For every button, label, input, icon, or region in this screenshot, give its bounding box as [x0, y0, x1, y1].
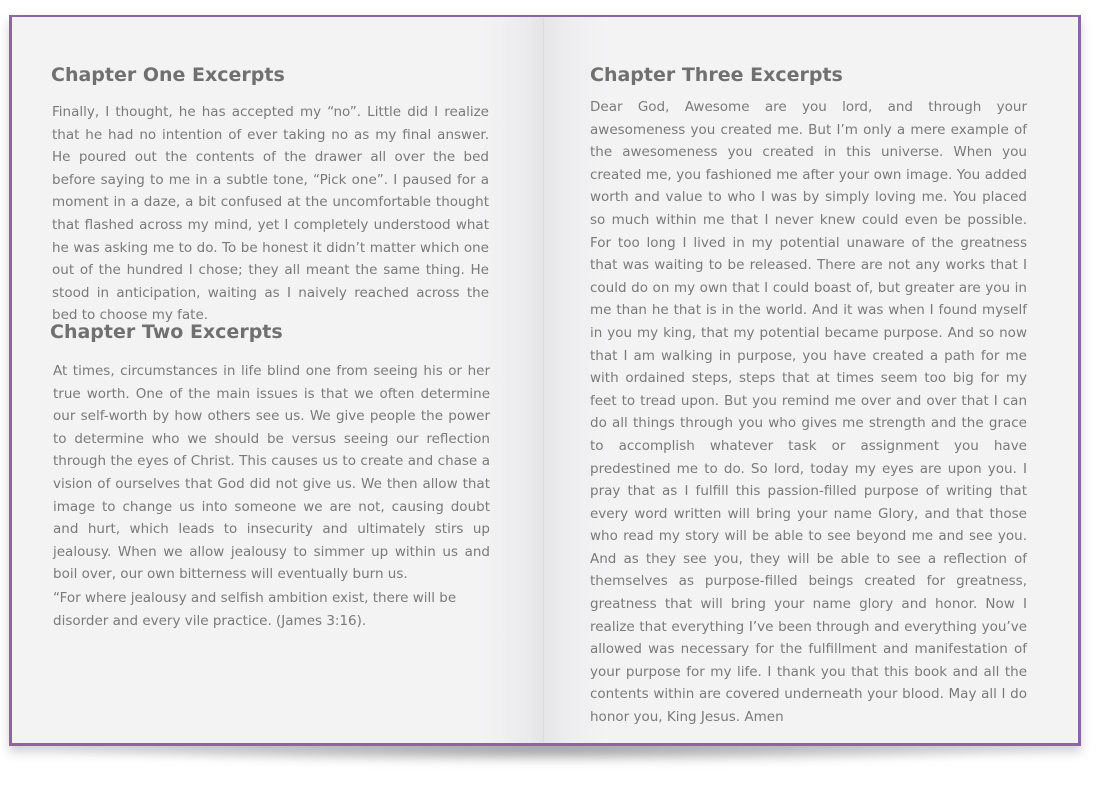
open-book [9, 15, 1081, 746]
chapter-one-body: Finally, I thought, he has accepted my “no”. Little did I realize that he had no intention of ever taking no as my final answer. He poured out the contents of the drawer all over the bed before saying to me in a subtle tone, “Pick one”. I paused for a moment in a daze, a bit confused at the uncomfortable thought that flashed across my mind, yet I completely understood what he was asking me to do. To be honest it didn’t matter which one out of the hundred I chose; they all meant the same thing. He stood in anticipation, waiting as I naively reached across the bed to choose my fate. [52, 104, 489, 324]
left-page [12, 17, 544, 743]
chapter-two-body: At times, circumstances in life blind one from seeing his or her true worth. One of the main issues is that we often determine our self-worth by how others see us. We give people the power to determine who we should be versus seeing our reflection through the eyes of Christ. This causes us to create and chase a vision of ourselves that God did not give us. We then allow that image to change us into someone we are not, causing doubt and hurt, which leads to insecurity and ultimately stirs up jealousy. When we allow jealousy to simmer up within us and boil over, our own bitterness will eventually burn us. [53, 363, 490, 583]
chapter-one-heading: Chapter One Excerpts [51, 64, 285, 86]
chapter-two-heading: Chapter Two Excerpts [50, 321, 283, 343]
right-page [544, 17, 1078, 743]
chapter-three-heading: Chapter Three Excerpts [590, 64, 843, 86]
chapter-two-quote: “For where jealousy and selfish ambition exist, there will be disorder and every vile practice. (James 3:16). [53, 590, 457, 629]
chapter-three-body: Dear God, Awesome are you lord, and through your awesomeness you created me. But I’m only a mere example of the awesomeness you created in this universe. When you created me, you fashioned me after your own image. You added worth and value to who I was by simply loving me. You placed so much within me that I never knew could even be possible. For too long I lived in my potential unaware of the greatness that was waiting to be released. There are not any works that I could do on my own that I could boast of, but greater are you in me than he that is in the world. And it was when I found myself in you my king, that my potential became purpose. And so now that I am walking in purpose, you have created a path for me with ordained steps, steps that at times seem too big for my feet to tread upon. But you remind me over and over that I can do all things through you who gives me strength and the grace to accomplish whatever task or assignment you have predestined me to do. So lord, today my eyes are upon you. I pray that as I fulfill this passion-filled purpose of writing that every word written will bring your name Glory, and that those who read my story will be able to see beyond me and see you. And as they see you, they will be able to see a reflection of themselves as purpose-filled beings created for greatness, greatness that will bring your name glory and honor. Now I realize that everything I’ve been through and everything you’ve allowed was necessary for the fulfillment and manifestation of your purpose for my life. I thank you that this book and all the contents within are covered underneath your blood. May all I do honor you, King Jesus. Amen [590, 99, 1027, 726]
